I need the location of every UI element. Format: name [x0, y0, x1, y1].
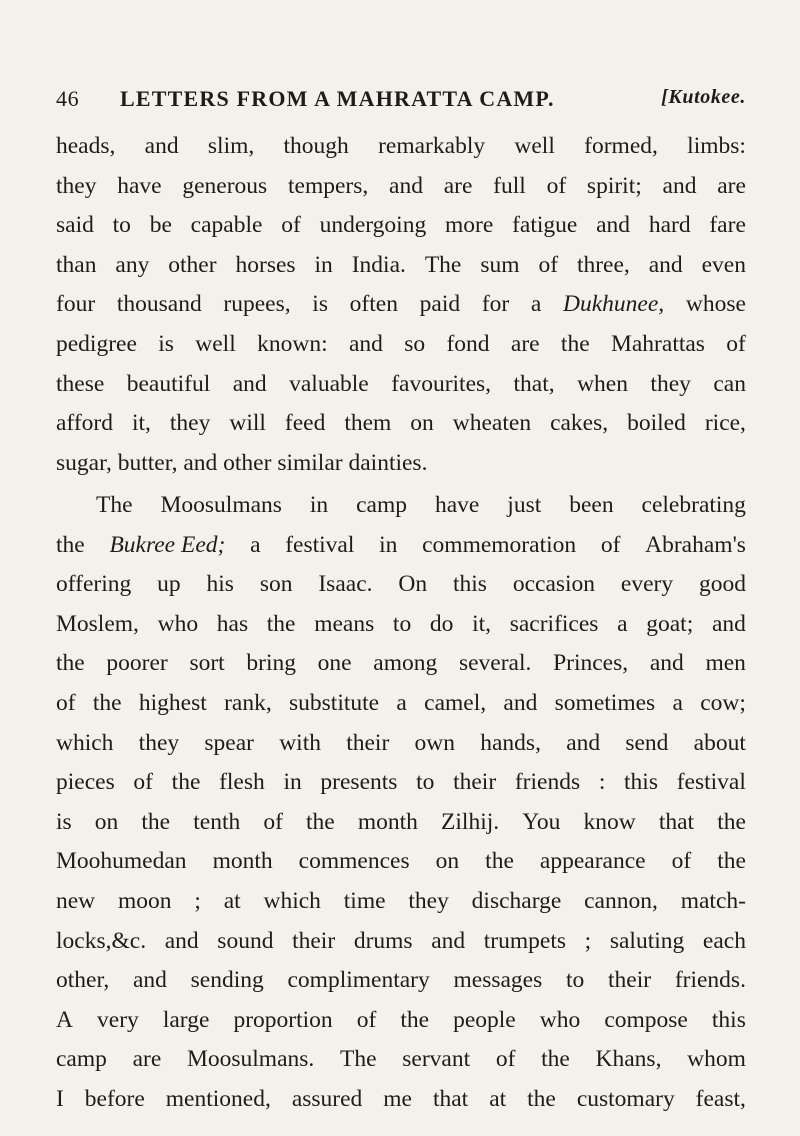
word: that — [658, 808, 695, 835]
word: discharge — [471, 887, 562, 914]
word: often — [349, 291, 398, 318]
word: in — [309, 492, 329, 518]
word: Mahrattas — [610, 330, 705, 357]
word: is — [158, 330, 174, 357]
text-line — [56, 1080, 746, 1120]
word: more — [444, 212, 494, 239]
word: and — [132, 967, 167, 994]
word: fatigue — [512, 212, 578, 239]
word: feed — [284, 410, 326, 437]
word: a — [250, 531, 261, 558]
word: a — [617, 610, 628, 637]
word: month — [212, 848, 273, 875]
word: they — [169, 410, 211, 437]
text-line — [56, 206, 746, 246]
word: up — [157, 571, 181, 598]
text-line — [56, 365, 746, 405]
word: and — [348, 330, 383, 357]
word: well — [514, 133, 555, 159]
word: celebrating — [641, 492, 746, 518]
word: paid — [419, 291, 461, 318]
word: to — [565, 967, 585, 994]
word: wheaten — [452, 410, 532, 437]
word: people — [453, 1006, 516, 1033]
word: Moslem, — [56, 610, 139, 637]
word: feast, — [695, 1085, 746, 1112]
text-line — [56, 167, 746, 207]
word: and — [662, 172, 697, 199]
word: substitute — [289, 689, 380, 716]
word: that, — [513, 370, 555, 397]
word: sum — [480, 251, 520, 278]
word: them — [344, 410, 392, 437]
word: of — [546, 172, 567, 199]
word: undergoing — [319, 212, 427, 239]
running-title: LETTERS FROM A MAHRATTA CAMP. — [120, 86, 555, 111]
word: butter, — [117, 449, 178, 476]
word: and — [596, 212, 631, 239]
word: occasion — [512, 571, 596, 598]
text-line — [56, 1040, 746, 1080]
word: Moohumedan — [56, 848, 187, 875]
word: good — [698, 571, 746, 598]
word: his — [206, 571, 234, 598]
word: new — [56, 887, 96, 914]
word: and — [164, 927, 199, 954]
word: when — [577, 370, 628, 397]
word: Moosulmans — [160, 492, 282, 518]
word: in — [283, 769, 302, 796]
text-line — [56, 803, 746, 843]
word: appearance — [539, 848, 646, 875]
word: about — [693, 729, 746, 756]
word: month — [357, 808, 418, 835]
text-line — [56, 605, 746, 645]
text-line — [56, 842, 746, 882]
word: cannon, — [584, 887, 658, 914]
word: sugar, — [56, 449, 112, 476]
word: time — [343, 887, 386, 914]
word: they — [56, 172, 97, 199]
word: customary — [576, 1085, 675, 1112]
word: ; — [584, 927, 592, 954]
word: slim, — [207, 133, 255, 159]
word: though — [283, 133, 349, 159]
word: fare — [709, 212, 746, 239]
word: other — [223, 449, 272, 476]
word: they — [138, 729, 180, 756]
word: any — [115, 251, 150, 278]
word: goat; — [646, 610, 694, 637]
word: saluting — [609, 927, 685, 954]
word: highest — [138, 689, 207, 716]
text-line — [56, 526, 746, 566]
word: A — [56, 1006, 73, 1033]
word: the — [485, 848, 514, 875]
word: who — [539, 1006, 581, 1033]
word: rank, — [224, 689, 272, 716]
word: On — [398, 571, 428, 598]
word: The — [96, 492, 133, 518]
word: ; — [194, 887, 201, 914]
word: locks,&c. — [56, 927, 147, 954]
word: of — [56, 689, 76, 716]
word: it, — [131, 410, 151, 437]
word: servant — [402, 1046, 471, 1073]
word: their — [608, 967, 652, 994]
word: who — [157, 610, 199, 637]
word: of — [281, 212, 301, 239]
word: similar — [277, 449, 343, 476]
text-line — [56, 486, 746, 526]
word: other, — [56, 967, 110, 994]
word: one — [317, 650, 352, 677]
word: means — [314, 610, 375, 637]
word: the — [306, 808, 335, 835]
word: even — [701, 251, 746, 278]
word: horses — [235, 251, 296, 278]
word: The — [424, 251, 462, 278]
word: formed, — [584, 133, 658, 159]
word: camel, — [424, 689, 487, 716]
word: very — [97, 1006, 139, 1033]
text-line — [56, 404, 746, 444]
word: match- — [680, 887, 746, 914]
text-line — [56, 1001, 746, 1041]
word: do — [429, 610, 454, 637]
text-line — [56, 684, 746, 724]
word: camp — [356, 492, 408, 518]
word: this — [624, 769, 658, 796]
word: cow; — [700, 689, 746, 716]
word: these — [56, 370, 105, 397]
word: own — [414, 729, 456, 756]
word: dainties. — [348, 449, 428, 476]
word: rupees, — [223, 291, 291, 318]
text-line — [56, 922, 746, 962]
word: rice, — [704, 410, 746, 437]
word: of — [356, 1006, 377, 1033]
word: full — [493, 172, 526, 199]
word: three, — [576, 251, 630, 278]
text-line — [56, 325, 746, 365]
word: than — [56, 251, 97, 278]
word: for — [481, 291, 510, 318]
word: friends. — [674, 967, 746, 994]
word: and — [389, 172, 423, 199]
word: they — [408, 887, 449, 914]
word: this — [711, 1006, 746, 1033]
text-line — [56, 246, 746, 286]
word: their — [292, 927, 336, 954]
word: of — [538, 251, 559, 278]
word: Abraham's — [645, 531, 746, 558]
word: me — [383, 1085, 412, 1112]
word: their — [346, 729, 390, 756]
word: valuable — [289, 370, 369, 397]
word: commences — [298, 848, 410, 875]
word: before — [84, 1085, 145, 1112]
word: the — [141, 808, 171, 835]
word: sound — [217, 927, 274, 954]
word: boiled — [627, 410, 686, 437]
word: assured — [291, 1085, 363, 1112]
word: are — [132, 1046, 162, 1073]
word: tenth — [193, 808, 241, 835]
word: generous — [182, 172, 268, 199]
word: have — [117, 172, 162, 199]
word: India. — [351, 251, 406, 278]
word: at — [223, 887, 241, 914]
word: messages — [453, 967, 543, 994]
word: and — [183, 449, 218, 476]
word: on — [94, 808, 119, 835]
word: to — [392, 610, 412, 637]
word: sometimes — [554, 689, 656, 716]
word: whom — [687, 1046, 746, 1073]
word: whose — [685, 291, 746, 318]
word: sending — [190, 967, 264, 994]
word: the — [560, 330, 590, 357]
word: hard — [648, 212, 691, 239]
word: fond — [446, 330, 490, 357]
word: each — [702, 927, 746, 954]
word: have — [434, 492, 480, 518]
word: and — [649, 650, 684, 677]
word: pieces — [56, 769, 115, 796]
text-line — [56, 644, 746, 684]
word: Moosulmans. — [186, 1046, 315, 1073]
word: on — [435, 848, 460, 875]
word: festival — [676, 769, 746, 796]
word: The — [340, 1046, 377, 1073]
word: so — [404, 330, 426, 357]
word: the — [56, 650, 85, 677]
word: a — [530, 291, 542, 318]
word: among — [373, 650, 438, 677]
word: a — [672, 689, 683, 716]
word: are — [717, 172, 746, 199]
italic-term: Bukree Eed; — [109, 531, 226, 558]
word: the — [717, 848, 746, 875]
word: Khans, — [595, 1046, 662, 1073]
word: can — [713, 370, 746, 397]
text-line — [56, 882, 746, 922]
word: remarkably — [378, 133, 486, 159]
word: know — [583, 808, 636, 835]
word: with — [279, 729, 321, 756]
word: are — [510, 330, 540, 357]
word: moon — [117, 887, 172, 914]
word: commemoration — [422, 531, 577, 558]
word: is — [312, 291, 328, 318]
word: men — [705, 650, 746, 677]
word: : — [598, 769, 606, 796]
text-line — [56, 763, 746, 803]
word: and — [431, 927, 466, 954]
word: trumpets — [483, 927, 567, 954]
word: at — [489, 1085, 507, 1112]
section-tag: [Kutokee. — [661, 86, 746, 108]
word: other — [168, 251, 217, 278]
word: thousand — [116, 291, 202, 318]
word: Zilhij. — [441, 808, 500, 835]
word: to — [416, 769, 435, 796]
word: and — [711, 610, 746, 637]
word: of — [600, 531, 621, 558]
word: the — [266, 610, 296, 637]
text-line — [56, 444, 746, 484]
word: festival — [285, 531, 355, 558]
text-line — [56, 724, 746, 764]
word: every — [620, 571, 674, 598]
word: of — [263, 808, 283, 835]
word: has — [216, 610, 249, 637]
word: sacrifices — [509, 610, 599, 637]
word: Princes, — [553, 650, 629, 677]
word: the — [56, 531, 85, 558]
word: of — [726, 330, 746, 357]
word: Isaac. — [318, 571, 373, 598]
word: are — [443, 172, 473, 199]
word: You — [522, 808, 561, 835]
italic-term: Dukhunee, — [563, 291, 665, 318]
word: on — [410, 410, 434, 437]
word: and — [232, 370, 267, 397]
word: known: — [257, 330, 328, 357]
word: be — [149, 212, 172, 239]
word: son — [259, 571, 293, 598]
word: proportion — [233, 1006, 333, 1033]
word: and — [144, 133, 179, 159]
word: friends — [514, 769, 581, 796]
word: this — [452, 571, 487, 598]
word: tempers, — [287, 172, 369, 199]
word: of — [495, 1046, 516, 1073]
paragraph-2 — [56, 486, 746, 1120]
word: presents — [320, 769, 398, 796]
word: the — [527, 1085, 556, 1112]
word: just — [507, 492, 542, 518]
word: the — [541, 1046, 570, 1073]
word: pedigree — [56, 330, 137, 357]
text-line — [56, 127, 746, 167]
word: that — [432, 1085, 469, 1112]
word: of — [133, 769, 153, 796]
word: heads, — [56, 133, 116, 159]
word: spirit; — [586, 172, 642, 199]
text-line — [56, 961, 746, 1001]
word: limbs: — [687, 133, 746, 159]
word: hands, — [480, 729, 541, 756]
page-number: 46 — [56, 86, 80, 111]
word: will — [229, 410, 266, 437]
word: the — [717, 808, 746, 835]
word: the — [400, 1006, 430, 1033]
word: the — [92, 689, 122, 716]
word: I — [56, 1085, 64, 1112]
word: large — [162, 1006, 210, 1033]
word: camp — [56, 1046, 107, 1073]
word: in — [314, 251, 333, 278]
running-head — [56, 86, 746, 120]
word: bring — [246, 650, 296, 677]
word: to — [112, 212, 131, 239]
word: and — [566, 729, 601, 756]
word: drums — [353, 927, 413, 954]
word: offering — [56, 571, 132, 598]
word: they — [650, 370, 691, 397]
word: capable — [190, 212, 263, 239]
word: send — [625, 729, 669, 756]
word: favourites, — [391, 370, 492, 397]
word: cakes, — [550, 410, 609, 437]
word: afford — [56, 410, 113, 437]
word: flesh — [219, 769, 265, 796]
word: complimentary — [287, 967, 430, 994]
word: which — [263, 887, 321, 914]
word: their — [453, 769, 497, 796]
word: the — [171, 769, 201, 796]
text-line — [56, 565, 746, 605]
word: and — [503, 689, 538, 716]
word: of — [671, 848, 692, 875]
word: sort — [189, 650, 225, 677]
word: in — [379, 531, 398, 558]
word: compose — [604, 1006, 688, 1033]
word: well — [195, 330, 236, 357]
paragraph-1 — [56, 127, 746, 483]
text-line — [56, 285, 746, 325]
word: poorer — [106, 650, 168, 677]
word: beautiful — [126, 370, 211, 397]
word: said — [56, 212, 94, 239]
word: four — [56, 291, 96, 318]
word: been — [569, 492, 614, 518]
word: spear — [204, 729, 254, 756]
word: is — [56, 808, 72, 835]
word: and — [648, 251, 683, 278]
word: a — [396, 689, 407, 716]
word: which — [56, 729, 114, 756]
word: several. — [458, 650, 532, 677]
word: it, — [472, 610, 492, 637]
word: mentioned, — [165, 1085, 271, 1112]
